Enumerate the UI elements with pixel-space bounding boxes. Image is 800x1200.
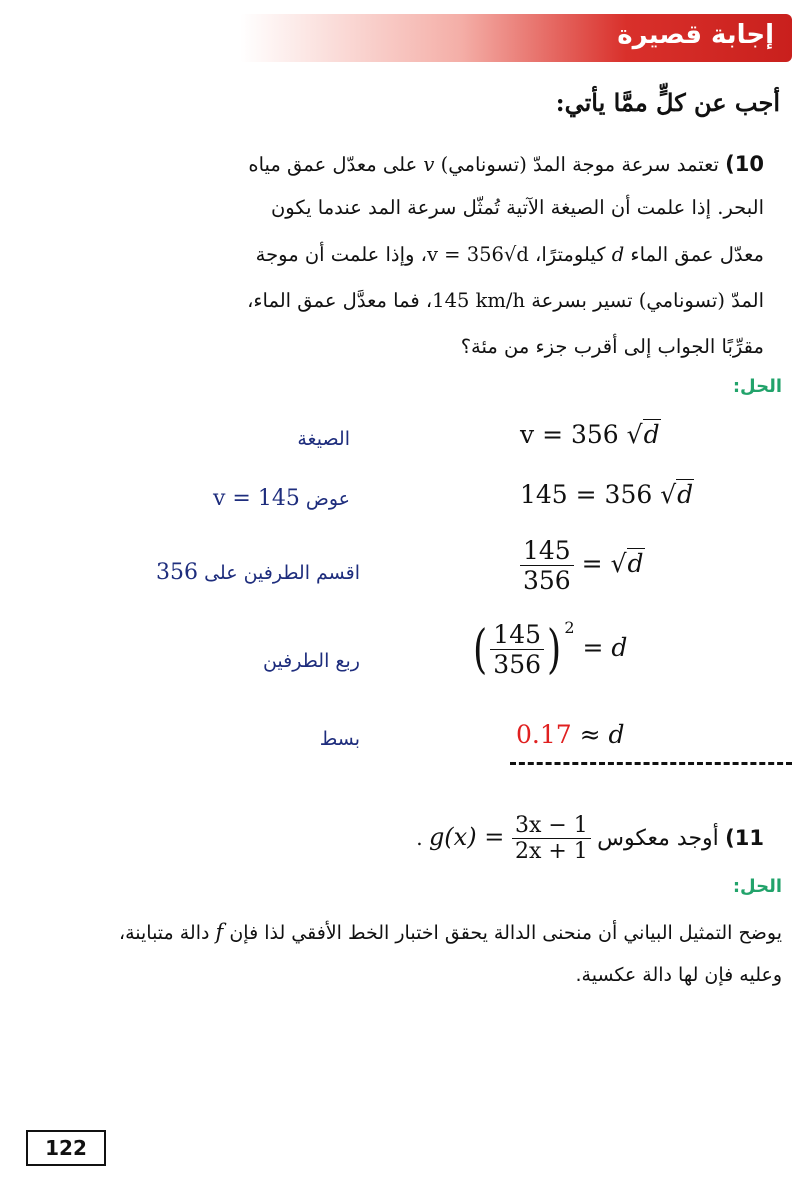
q11-function: g(x) = $\frac{3x - 1}{2x + 1}$: [429, 813, 591, 864]
q10-line-3: معدّل عمق الماء d كيلومترًا، v = 356√d، وإذا علمت أن موجة: [255, 243, 764, 266]
explanation-line-1: يوضح التمثيل البياني أن منحنى الدالة يحقق اختبار الخط الأفقي لذا فإن f دالة متباينة،: [118, 920, 782, 944]
solution-label: الحل:: [732, 376, 782, 397]
q10-formula: v = 356√d: [426, 243, 529, 266]
result-value: 0.17: [516, 720, 572, 749]
step-2-equation: 145 = 356 √d: [520, 480, 694, 509]
solution-label-2: الحل:: [732, 876, 782, 897]
page-number: 122: [26, 1130, 106, 1166]
step-2-label: عوض v = 145: [212, 486, 350, 511]
step-1-label: الصيغة: [297, 428, 350, 450]
q10-line-1: 10) تعتمد سرعة موجة المدّ (تسونامي) v على معدّل عمق مياه: [248, 152, 764, 176]
section-banner: [240, 14, 792, 62]
step-3-equation: $\frac{145}{356}$ = √d: [520, 536, 645, 595]
instruction-text: أجب عن كلٍّ ممَّا يأتي:: [555, 88, 780, 117]
step-4-label: ربع الطرفين: [262, 650, 360, 672]
step-1-equation: v = 356 √d: [520, 420, 660, 449]
q11-line: 11) أوجد معكوس g(x) = $\frac{3x - 1}{2x + 1}$ .: [416, 813, 764, 864]
step-5-label: بسط: [319, 728, 360, 750]
q10-line-2: البحر. إذا علمت أن الصيغة الآتية تُمثّل سرعة المد عندما يكون: [270, 196, 764, 219]
q10-number: 10): [725, 152, 764, 176]
explanation-line-2: وعليه فإن لها دالة عكسية.: [575, 964, 782, 986]
dashed-divider: [510, 762, 792, 765]
step-5-equation: 0.17 ≈ d: [516, 720, 625, 749]
q10-line-5: مقرِّبًا الجواب إلى أقرب جزء من مئة؟: [460, 335, 764, 358]
step-4-equation: ( $\frac{145}{356}$ ) $^2$ = d: [473, 617, 628, 680]
q10-line-4: المدّ (تسونامي) تسير بسرعة 145 km/h، فما معدَّل عمق الماء،: [247, 289, 764, 312]
q11-number: 11): [725, 826, 764, 850]
step-3-label: اقسم الطرفين على 356: [156, 560, 360, 585]
step-3-fraction: $\frac{145}{356}$: [520, 536, 574, 595]
section-title: إجابة قصيرة: [617, 20, 774, 50]
